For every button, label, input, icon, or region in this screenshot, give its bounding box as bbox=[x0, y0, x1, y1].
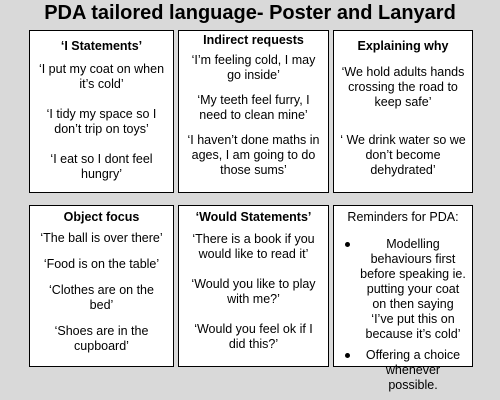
card-title: ‘Would Statements’ bbox=[195, 210, 312, 224]
example-phrase: ‘Would you feel ok if I did this?’ bbox=[194, 321, 313, 351]
example-phrase: ‘We hold adults hands crossing the road to keep safe’ bbox=[341, 65, 465, 110]
example-phrase: ‘ We drink water so we don’t become dehydrated’ bbox=[340, 132, 466, 177]
example-phrase: ‘Shoes are in the cupboard’ bbox=[54, 323, 149, 353]
poster-title: PDA tailored language- Poster and Lanyard bbox=[44, 2, 456, 24]
example-phrase: ‘The ball is over there’ bbox=[40, 230, 163, 245]
example-phrase: ‘I tidy my space so I don’t trip on toys’ bbox=[46, 106, 157, 136]
reminders-list bbox=[340, 237, 466, 393]
list-item bbox=[340, 237, 466, 342]
bullet-icon bbox=[345, 353, 350, 358]
example-phrase: ‘I’m feeling cold, I may go inside’ bbox=[191, 53, 316, 82]
reminder-text: Modelling behaviours first before speaking ie. putting your coat on then saying ‘I’ve put this on because it’s cold’ bbox=[360, 237, 466, 341]
card-title: Indirect requests bbox=[203, 33, 304, 47]
card-title: ‘I Statements’ bbox=[60, 39, 143, 53]
explaining-why-card bbox=[333, 30, 473, 193]
reminders-card bbox=[333, 205, 473, 392]
object-focus-card bbox=[29, 205, 174, 367]
example-phrase: ‘Clothes are on the bed’ bbox=[49, 282, 154, 312]
example-phrase: ‘I eat so I dont feel hungry’ bbox=[50, 151, 153, 181]
example-phrase: ‘I put my coat on when it’s cold’ bbox=[38, 61, 165, 91]
example-phrase: ‘Would you like to play with me?’ bbox=[191, 276, 316, 306]
list-item bbox=[340, 348, 466, 393]
indirect-requests-card bbox=[178, 30, 329, 193]
card-title: Explaining why bbox=[357, 39, 449, 53]
card-title: Object focus bbox=[63, 210, 140, 224]
example-phrase: ‘I haven’t done maths in ages, I am going to do those sums’ bbox=[187, 133, 320, 177]
example-phrase: ‘There is a book if you would like to read it’ bbox=[192, 232, 315, 262]
i-statements-card bbox=[29, 30, 174, 193]
bullet-icon bbox=[345, 242, 350, 247]
example-phrase: ‘My teeth feel furry, I need to clean mine’ bbox=[197, 93, 310, 122]
reminder-text: Offering a choice whenever possible. bbox=[365, 348, 461, 392]
card-title: Reminders for PDA: bbox=[347, 210, 459, 224]
would-statements-card bbox=[178, 205, 329, 367]
example-phrase: ‘Food is on the table’ bbox=[43, 256, 160, 271]
